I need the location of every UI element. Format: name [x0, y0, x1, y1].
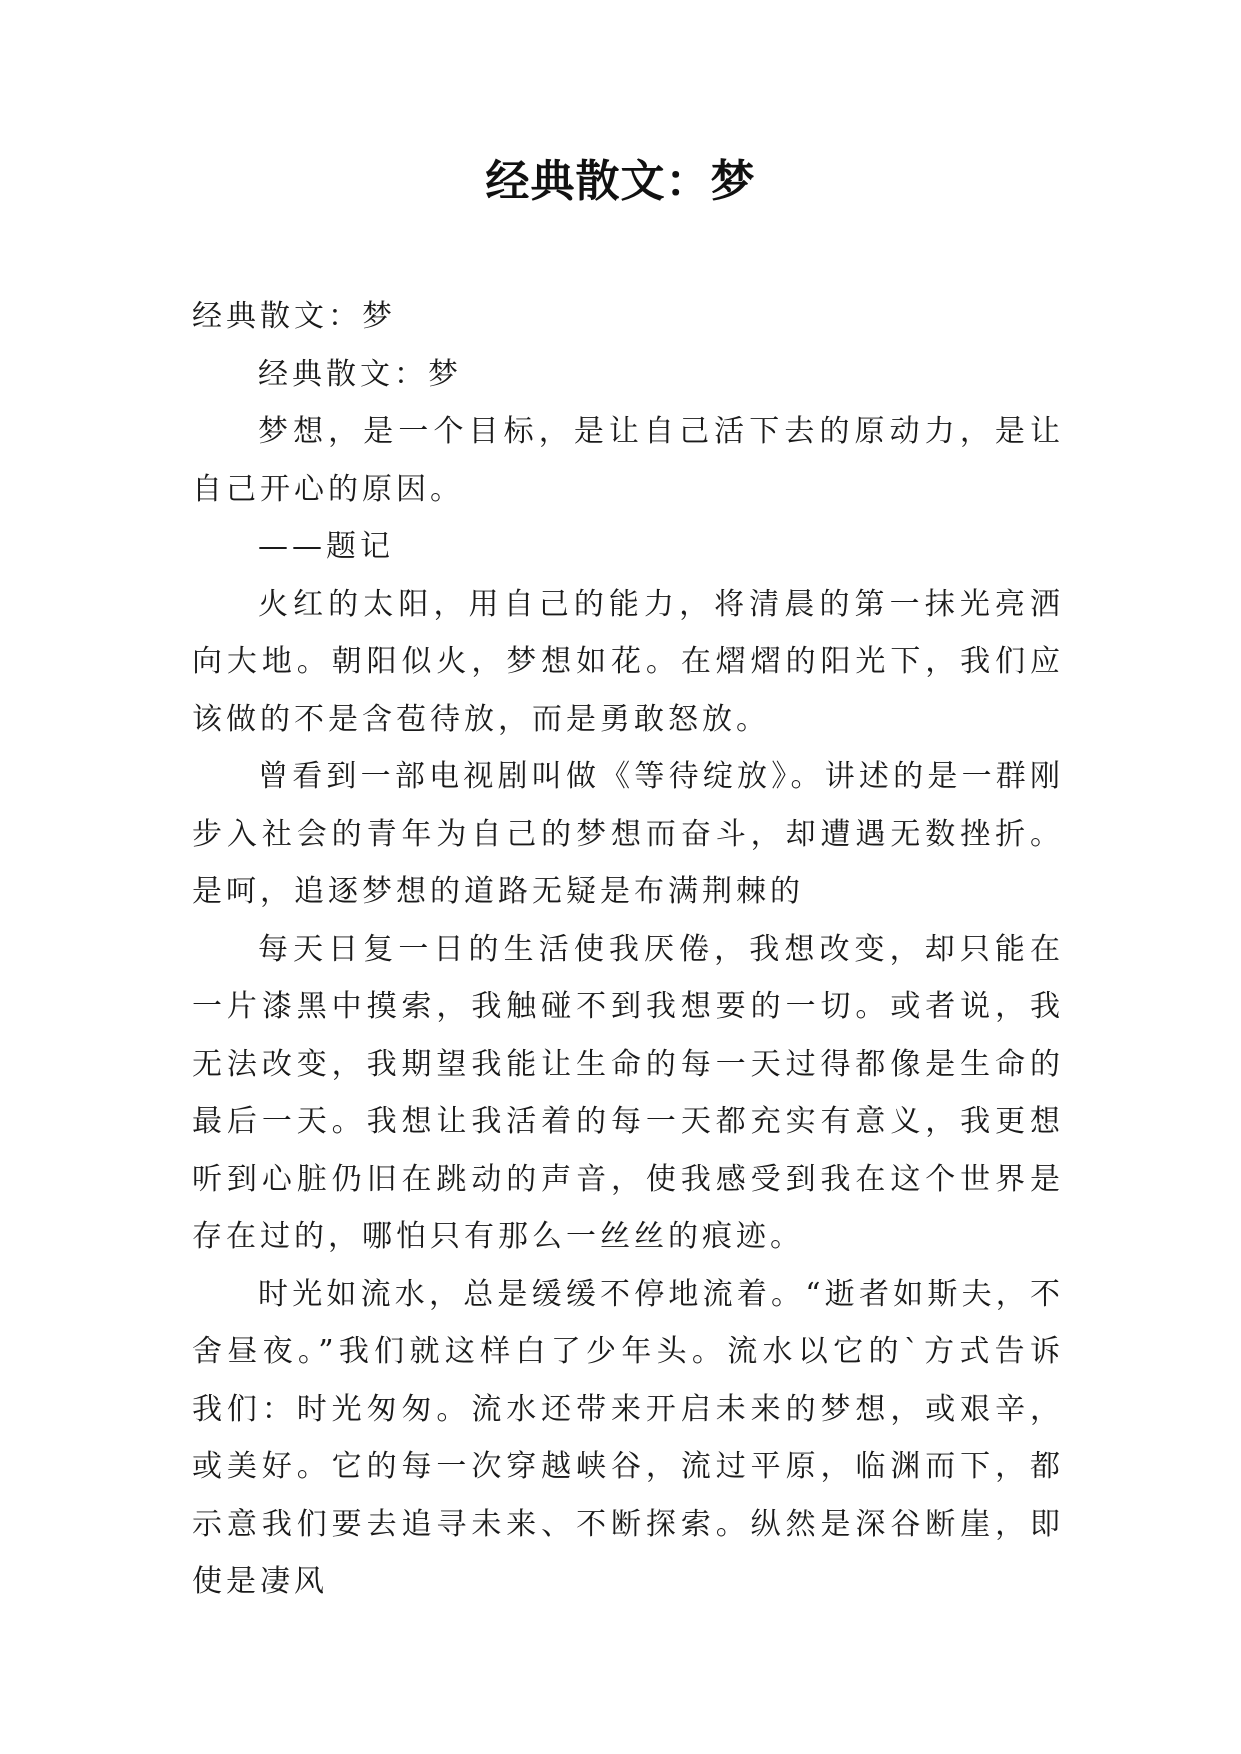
- paragraph: 经典散文：梦: [192, 299, 396, 334]
- document-title: 经典散文：梦: [485, 156, 756, 207]
- paragraph: 每天日复一日的生活使我厌倦，我想改变，却只能在一片漆黑中摸索，我触碰不到我想要的一切。或者说，我无法改变，我期望我能让生命的每一天过得都像是生命的最后一天。我想让我活着的每一天都充实有意义，我更想听到心脏仍旧在跳动的声音，使我感受到我在这个世界是存在过的，哪怕只有那么一丝丝的痕迹。: [192, 931, 1064, 1254]
- paragraph: 曾看到一部电视剧叫做《等待绽放》。讲述的是一群刚步入社会的青年为自己的梦想而奋斗，却遭遇无数挫折。是呵，追逐梦想的道路无疑是布满荆棘的: [192, 759, 1064, 909]
- paragraph: 时光如流水，总是缓缓不停地流着。“逝者如斯夫，不舍昼夜。”我们就这样白了少年头。流水以它的`方式告诉我们：时光匆匆。流水还带来开启未来的梦想，或艰辛，或美好。它的每一次穿越峡谷，流过平原，临渊而下，都示意我们要去追寻未来、不断探索。纵然是深谷断崖，即使是凄风: [192, 1276, 1064, 1599]
- paragraph: 经典散文：梦: [258, 356, 462, 392]
- paragraph: 火红的太阳，用自己的能力，将清晨的第一抹光亮洒向大地。朝阳似火，梦想如花。在熠熠的阳光下，我们应该做的不是含苞待放，而是勇敢怒放。: [192, 586, 1064, 737]
- paragraph: 梦想，是一个目标，是让自己活下去的原动力，是让自己开心的原因。: [192, 414, 1064, 507]
- paragraph-epigraph-attribution: ——题记: [258, 529, 394, 564]
- document-body: [192, 288, 1064, 1611]
